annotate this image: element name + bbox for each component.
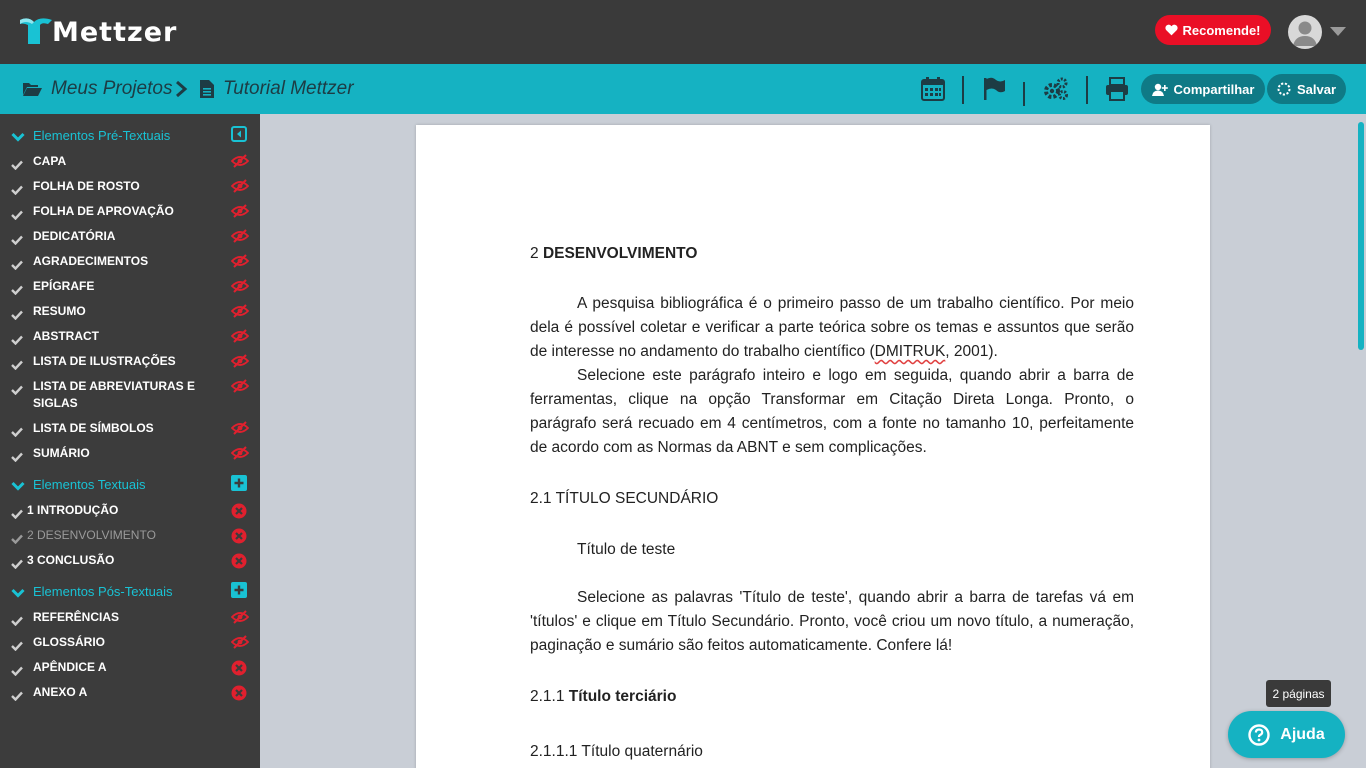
breadcrumb-current-label: Tutorial Mettzer — [223, 78, 354, 99]
add-section-icon[interactable] — [231, 582, 249, 600]
sidebar-item[interactable] — [0, 656, 260, 676]
sidebar-item-label: REFERÊNCIAS — [33, 610, 120, 624]
hide-eye-icon[interactable] — [231, 421, 249, 439]
breadcrumb-root[interactable] — [22, 64, 172, 114]
sidebar-item-label: LISTA DE SÍMBOLOS — [33, 421, 154, 435]
sidebar-section-text[interactable] — [0, 473, 260, 493]
hide-eye-icon[interactable] — [231, 254, 249, 272]
check-icon — [11, 182, 23, 200]
sidebar-item[interactable] — [0, 375, 260, 410]
check-icon — [11, 207, 23, 225]
sidebar-item-label: FOLHA DE ROSTO — [33, 179, 140, 193]
sidebar-item[interactable] — [0, 200, 260, 220]
remove-icon[interactable] — [231, 503, 249, 521]
hide-eye-icon[interactable] — [231, 279, 249, 297]
paragraph-1-start: A pesquisa bibliográfica é o primeiro passo de um trabalho científico. Por meio dela é possível coletar e verificar a parte teórica sobre os temas e assuntos que serão de interesse no andamento do trabalho científico ( — [530, 295, 1134, 360]
sidebar-item-label: 3 CONCLUSÃO — [27, 553, 115, 567]
save-label: Salvar — [1296, 81, 1337, 97]
heading-1-number: 2 — [530, 245, 543, 262]
save-button[interactable] — [1267, 74, 1346, 104]
heading-3-number: 2.1.1 — [530, 688, 569, 705]
check-icon — [11, 282, 23, 300]
calendar-icon[interactable] — [921, 77, 945, 101]
hide-eye-icon[interactable] — [231, 635, 249, 653]
sidebar-item[interactable] — [0, 250, 260, 270]
sidebar-item-label: AGRADECIMENTOS — [33, 254, 149, 268]
remove-icon[interactable] — [231, 660, 249, 678]
hide-eye-icon[interactable] — [231, 379, 249, 397]
sidebar-item-label: SUMÁRIO — [33, 446, 90, 460]
sidebar-item-label: LISTA DE ILUSTRAÇÕES — [33, 354, 176, 368]
sidebar-item[interactable] — [0, 275, 260, 295]
hide-eye-icon[interactable] — [231, 354, 249, 372]
sidebar-item-label: FOLHA DE APROVAÇÃO — [33, 204, 174, 218]
remove-icon[interactable] — [231, 685, 249, 703]
hide-eye-icon[interactable] — [231, 446, 249, 464]
sidebar-item[interactable] — [0, 175, 260, 195]
breadcrumb-root-label: Meus Projetos — [51, 78, 173, 99]
heading-1-text: DESENVOLVIMENTO — [542, 245, 698, 262]
project-toolbar — [0, 64, 1366, 114]
mettzer-logo[interactable] — [18, 14, 177, 50]
add-section-icon[interactable] — [231, 475, 249, 493]
sidebar-item-label: APÊNDICE A — [33, 660, 107, 674]
sidebar-item-label: EPÍGRAFE — [33, 279, 95, 293]
sidebar-item[interactable] — [0, 442, 260, 462]
sidebar-item-label: DEDICATÓRIA — [33, 229, 116, 243]
help-button[interactable] — [1228, 711, 1345, 758]
check-icon — [11, 638, 23, 656]
avatar[interactable] — [1288, 15, 1322, 49]
check-icon — [11, 382, 23, 400]
chevron-right-icon — [174, 80, 188, 98]
check-icon — [11, 257, 23, 275]
remove-icon[interactable] — [231, 553, 249, 571]
toolbar-divider — [1086, 76, 1088, 104]
logo-mark-icon — [18, 14, 54, 50]
sidebar-section-pre[interactable] — [0, 124, 260, 144]
hide-eye-icon[interactable] — [231, 229, 249, 247]
user-avatar-icon — [1288, 15, 1322, 49]
chevron-down-icon[interactable] — [11, 478, 25, 496]
remove-icon[interactable] — [231, 528, 249, 546]
sidebar-item[interactable] — [0, 417, 260, 437]
top-bar — [0, 0, 1366, 64]
sidebar-section-post[interactable] — [0, 580, 260, 600]
sidebar-item[interactable] — [0, 300, 260, 320]
share-label: Compartilhar — [1173, 81, 1255, 97]
check-icon — [11, 307, 23, 325]
heading-3[interactable] — [530, 685, 1134, 709]
hide-eye-icon[interactable] — [231, 154, 249, 172]
scrollbar-thumb[interactable] — [1358, 122, 1364, 350]
sidebar-item-label: RESUMO — [33, 304, 86, 318]
check-icon — [11, 449, 23, 467]
hide-eye-icon[interactable] — [231, 329, 249, 347]
paragraph-2[interactable]: Selecione este parágrafo inteiro e logo em seguida, quando abrir a barra de ferramentas, clique na opção Transformar em Citação Direta Longa. Pronto, o parágrafo será recuado em 4 centímetros, com a fonte no tamanho 10, perfeitamente de acordo com as Normas da ABNT e sem complicações. — [530, 367, 1134, 456]
paragraph-1-end: , 2001). — [945, 343, 998, 360]
document-page[interactable] — [416, 125, 1210, 768]
sidebar-item[interactable] — [0, 150, 260, 170]
recomende-button[interactable] — [1155, 15, 1271, 45]
sidebar-item-label: GLOSSÁRIO — [33, 635, 106, 649]
spinner-icon — [1277, 82, 1291, 96]
sidebar-item-label: ANEXO A — [33, 685, 88, 699]
heading-2[interactable]: 2.1 TÍTULO SECUNDÁRIO — [530, 490, 719, 507]
check-icon — [11, 157, 23, 175]
heading-1[interactable] — [530, 242, 1134, 266]
collapse-sidebar-icon[interactable] — [231, 126, 249, 144]
sidebar-section-title: Elementos Pós-Textuais — [33, 584, 173, 599]
sidebar-item-label: 2 DESENVOLVIMENTO — [27, 528, 156, 542]
flag-icon[interactable] — [983, 77, 1007, 101]
sidebar-section-title: Elementos Textuais — [33, 477, 146, 492]
app-name: Mettzer — [52, 16, 178, 48]
breadcrumb-current[interactable] — [200, 64, 354, 114]
sidebar-item[interactable] — [0, 499, 260, 519]
check-icon — [11, 531, 23, 549]
document-icon — [200, 80, 214, 98]
test-title[interactable]: Título de teste — [577, 541, 676, 558]
share-button[interactable] — [1141, 74, 1265, 104]
help-label: Ajuda — [1280, 725, 1325, 743]
sidebar-item[interactable] — [0, 225, 260, 245]
sidebar-item-label: LISTA DE ABREVIATURAS E SIGLAS — [33, 379, 196, 410]
paragraph-3[interactable]: Selecione as palavras 'Título de teste', quando abrir a barra de tarefas vá em 'títulos' e clique em Título Secundário. Pronto, você criou um novo título, a numeração, paginação e sumário são feitos automaticamente. Confere lá! — [530, 589, 1134, 654]
toolbar-divider — [1023, 82, 1025, 106]
check-icon — [11, 506, 23, 524]
document-outline-sidebar — [0, 114, 260, 768]
check-icon — [11, 613, 23, 631]
heading-4[interactable]: 2.1.1.1 Título quaternário — [530, 743, 703, 760]
sidebar-item-label: ABSTRACT — [33, 329, 99, 343]
sidebar-item-label: 1 INTRODUÇÃO — [27, 503, 119, 517]
folder-open-icon — [22, 81, 42, 97]
hide-eye-icon[interactable] — [231, 610, 249, 628]
check-icon — [11, 688, 23, 706]
chevron-down-icon[interactable] — [11, 585, 25, 603]
sidebar-section-title: Elementos Pré-Textuais — [33, 128, 171, 143]
sidebar-item[interactable] — [0, 524, 260, 544]
chevron-down-icon[interactable] — [1330, 27, 1346, 36]
check-icon — [11, 332, 23, 350]
check-icon — [11, 556, 23, 574]
toolbar-divider — [962, 76, 964, 104]
heart-icon — [1165, 24, 1178, 36]
add-user-icon — [1152, 83, 1168, 96]
sidebar-item[interactable] — [0, 631, 260, 651]
print-icon[interactable] — [1105, 77, 1129, 101]
sidebar-item[interactable] — [0, 681, 260, 701]
check-icon — [11, 357, 23, 375]
chevron-down-icon[interactable] — [11, 129, 25, 147]
citation-author: DMITRUK — [874, 343, 946, 360]
check-icon — [11, 663, 23, 681]
check-icon — [11, 424, 23, 442]
hide-eye-icon[interactable] — [231, 304, 249, 322]
settings-icon[interactable] — [1043, 77, 1069, 101]
page-count-badge: 2 páginas — [1266, 680, 1331, 707]
sidebar-item[interactable] — [0, 325, 260, 345]
heading-3-text: Título terciário — [568, 688, 677, 705]
check-icon — [11, 232, 23, 250]
sidebar-item[interactable] — [0, 350, 260, 370]
paragraph-1[interactable] — [530, 292, 1134, 364]
sidebar-item-label: CAPA — [33, 154, 67, 168]
question-icon — [1248, 724, 1270, 746]
hide-eye-icon[interactable] — [231, 179, 249, 197]
sidebar-item[interactable] — [0, 606, 260, 626]
hide-eye-icon[interactable] — [231, 204, 249, 222]
recomende-label: Recomende! — [1182, 22, 1261, 38]
sidebar-item[interactable] — [0, 549, 260, 569]
